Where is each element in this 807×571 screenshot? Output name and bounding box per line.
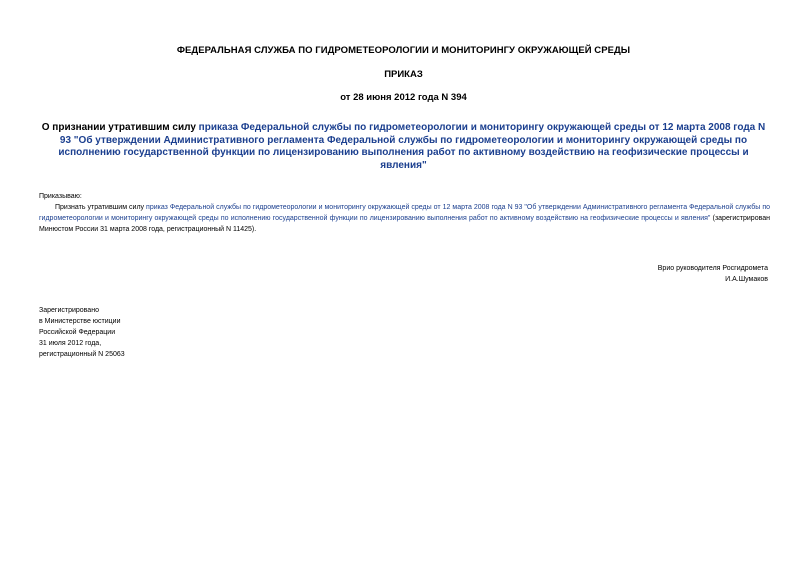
order-link[interactable]: приказ Федеральной службы по гидрометеорологии и мониторингу окружающей среды от 12 марта 2008 года N 93 "Об утверждении Административного регламента Федеральной службы по гидрометеорологии и мониторингу окружающей среды по исполнению государственной функции по лицензированию выполнения работ по активному воздействию на геофизические процессы и явления" [39,204,771,222]
order-text-suffix: (зарегистрирован Минюстом России 31 марта 2008 года, регистрационный N 11425). [39,215,770,233]
registration-line: регистрационный N 25063 [39,351,125,358]
subject-link[interactable]: приказа Федеральной службы по гидрометеорологии и мониторингу окружающей среды от 12 марта 2008 года N 93 "Об утверждении Административного регламента Федеральной службы по гидрометеорологии и мониторингу окружающей среды по исполнению государственной функции по лицензированию выполнения работ по активному воздействию на геофизические процессы и явления" [58,122,766,171]
registration-line: Зарегистрировано [39,307,99,314]
order-text-prefix: Признать утратившим силу [55,204,147,211]
registration-block [39,305,279,360]
order-body [39,191,770,235]
order-lead: Приказываю: [39,193,82,200]
subject-prefix: О признании утратившим силу [41,122,199,133]
signatory-position: Врио руководителя Росгидромета [657,265,768,272]
signatory-name: И.А.Шумаков [725,276,768,283]
registration-line: в Министерстве юстиции [39,318,121,325]
registration-line: Российской Федерации [39,329,116,336]
order-paragraph [39,202,770,235]
agency-name: ФЕДЕРАЛЬНАЯ СЛУЖБА ПО ГИДРОМЕТЕОРОЛОГИИ И МОНИТОРИНГУ ОКРУЖАЮЩЕЙ СРЕДЫ [176,45,631,56]
document-date: от 28 июня 2012 года N 394 [340,92,467,103]
document-type: ПРИКАЗ [384,69,423,80]
document-subject [40,122,767,172]
registration-line: 31 июля 2012 года, [39,340,102,347]
signature-block [468,263,768,285]
